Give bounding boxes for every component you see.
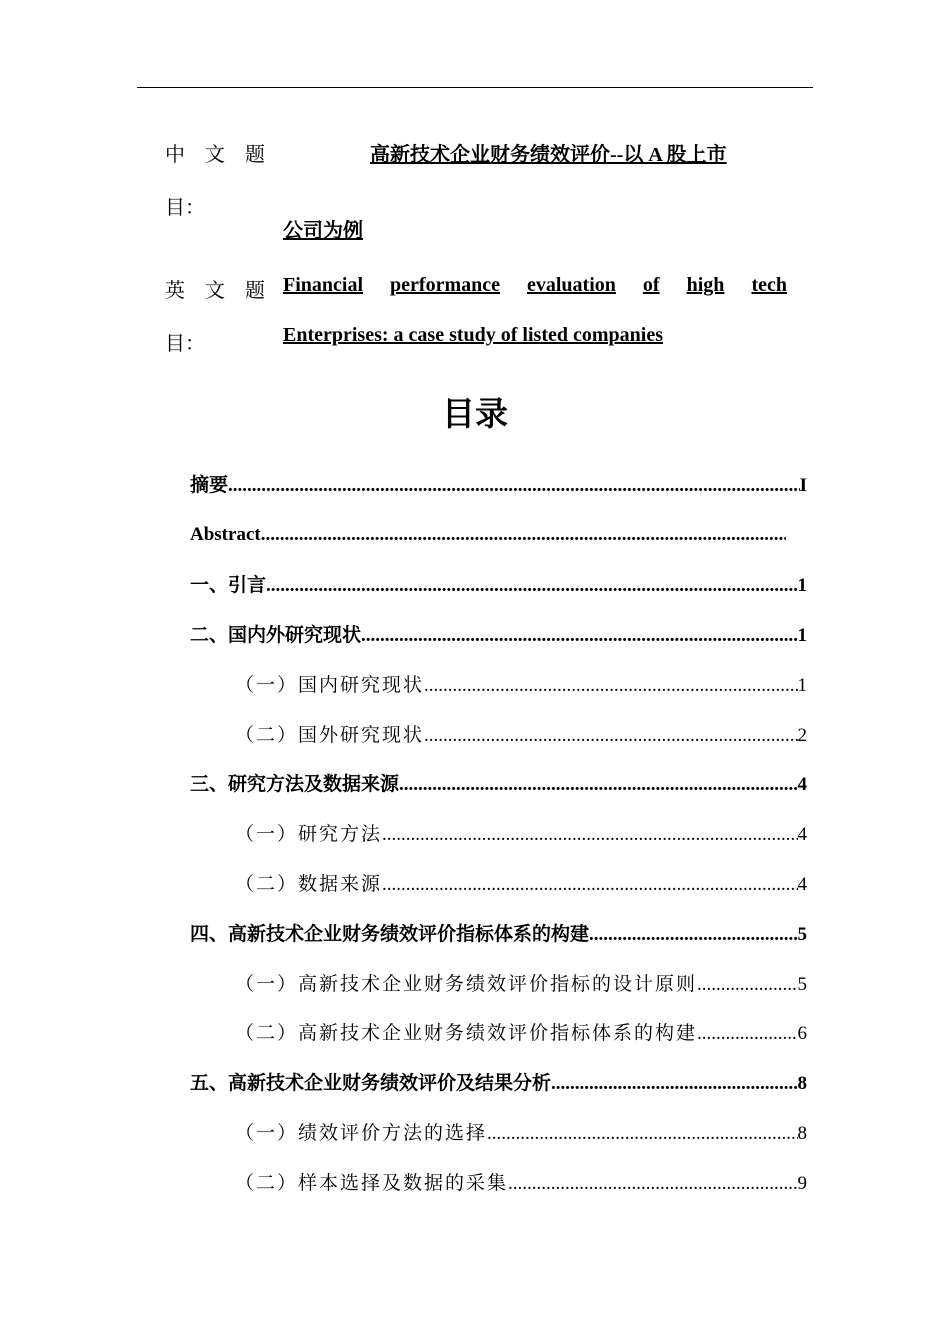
toc-entry-page: 8 [797,1123,807,1144]
toc-entry-page: 8 [797,1073,807,1094]
cn-label-char: 中 [165,142,185,166]
toc-entry-label: 一、引言 [190,574,267,596]
toc-leader [424,671,797,701]
toc-entry-label: （二）样本选择及数据的采集 [235,1172,509,1194]
toc-entry-section-3[interactable] [190,769,807,799]
en-title-word: of [642,274,660,296]
toc-leader [551,1069,797,1099]
en-title-word: Financial [283,274,364,296]
cn-title-line2: 公司为例 [283,220,363,242]
toc-entry-label: （二）国外研究现状 [235,724,425,746]
toc-entry-page: 1 [797,625,807,646]
toc-entry-label: 二、国内外研究现状 [190,624,362,646]
toc-entry-page: 4 [797,874,807,895]
en-label-char: 英 [165,278,185,302]
en-title-line1 [283,274,787,297]
toc-leader [228,471,800,501]
toc-leader [589,920,797,950]
toc-entry-label: （二）高新技术企业财务绩效评价指标体系的构建 [235,1022,698,1044]
cn-label-char: 文 [205,142,225,166]
toc-leader [266,571,797,601]
en-title-word: high [686,274,725,296]
en-title-label [165,274,265,356]
toc-entry-label: （一）绩效评价方法的选择 [235,1122,488,1144]
toc-leader [697,970,797,1000]
cn-label-tail: 目： [165,195,205,219]
toc-entry-label: （一）高新技术企业财务绩效评价指标的设计原则 [235,973,698,995]
toc-entry-section-5-1[interactable] [235,1118,807,1148]
toc-entry-section-3-2[interactable] [235,869,807,899]
toc-entry-page: 5 [797,974,807,995]
toc-entry-section-2-1[interactable] [235,670,807,700]
toc-entry-label: （二）数据来源 [235,873,383,895]
toc-entry-page: 1 [797,575,807,596]
toc-entry-abstract-cn[interactable] [190,470,807,500]
toc-entry-label: 五、高新技术企业财务绩效评价及结果分析 [190,1072,552,1094]
en-label-tail: 目： [165,331,205,355]
en-title-word: evaluation [527,274,616,296]
toc-entry-section-5-2[interactable] [235,1168,807,1198]
toc-entry-section-4-2[interactable] [235,1018,807,1048]
toc-entry-section-2[interactable] [190,620,807,650]
toc-entry-section-2-2[interactable] [235,720,807,750]
toc-entry-section-4[interactable] [190,919,807,949]
cn-title-line1: 高新技术企业财务绩效评价--以 A 股上市 [370,144,727,166]
toc-entry-page: 2 [797,725,807,746]
toc-entry-section-3-1[interactable] [235,819,807,849]
toc-leader [399,770,797,800]
toc-entry-label: Abstract [190,524,261,545]
toc-entry-label: 三、研究方法及数据来源 [190,773,400,795]
toc-leader [261,520,786,550]
toc-entry-page: 4 [797,774,807,795]
toc-leader [487,1119,797,1149]
en-title-line2: Enterprises: a case study of listed companies [283,324,663,346]
toc-leader [508,1169,797,1199]
toc-entry-page: 4 [797,824,807,845]
toc-leader [361,621,797,651]
cn-title-label [165,138,265,220]
toc-leader [424,721,797,751]
en-label-char: 文 [205,278,225,302]
toc-entry-section-1[interactable] [190,570,807,600]
toc-entry-page: 6 [797,1023,807,1044]
toc-entry-page: 5 [797,924,807,945]
toc-entry-label: 四、高新技术企业财务绩效评价指标体系的构建 [190,923,590,945]
toc-entry-page: 1 [797,675,807,696]
toc-heading: 目录 [442,394,508,433]
toc-entry-label: 摘要 [190,474,229,496]
toc-entry-section-5[interactable] [190,1068,807,1098]
toc-entry-label: （一）国内研究现状 [235,674,425,696]
toc-entry-page: I [799,475,807,496]
toc-leader [382,870,797,900]
toc-leader [382,820,797,850]
toc-entry-page: 9 [797,1173,807,1194]
header-rule [137,87,813,88]
toc-entry-label: （一）研究方法 [235,823,383,845]
en-label-char: 题 [245,278,265,302]
cn-label-char: 题 [245,142,265,166]
toc-leader [697,1019,797,1049]
en-title-word: performance [390,274,500,296]
toc-entry-section-4-1[interactable] [235,969,807,999]
en-title-word: tech [751,274,787,296]
toc-entry-abstract-en[interactable] [190,520,786,550]
